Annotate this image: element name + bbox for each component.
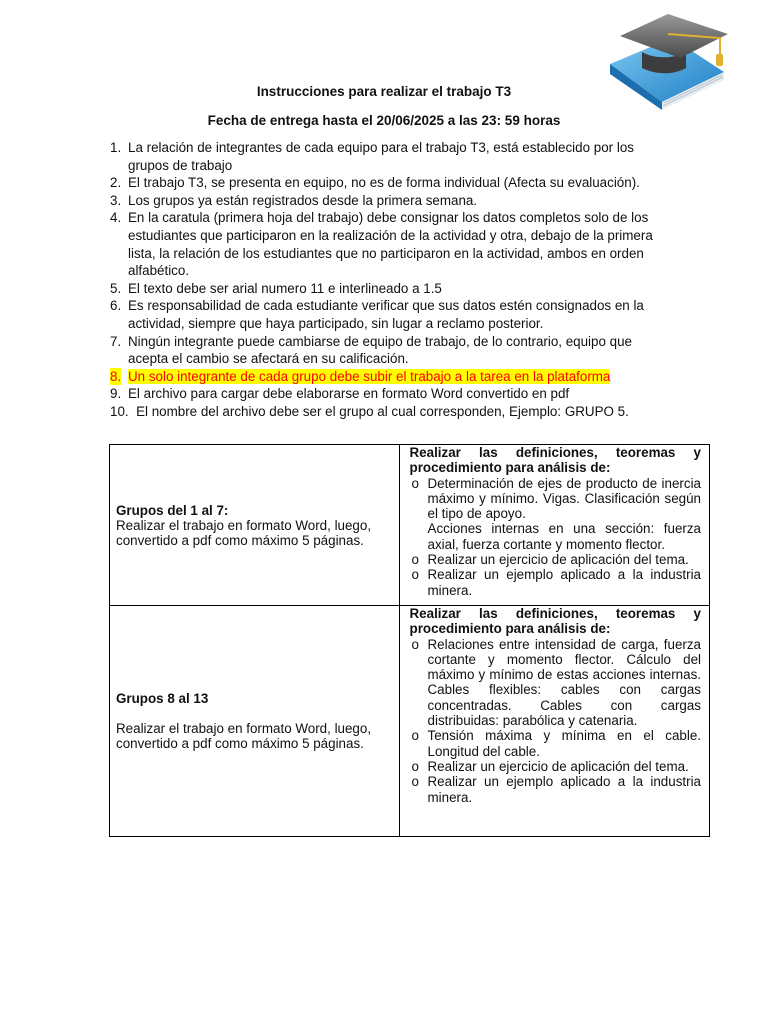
item-number: 9. <box>110 386 122 402</box>
list-item <box>410 728 701 759</box>
list-item <box>410 552 701 567</box>
item-text: Relaciones entre intensidad de carga, fuerza cortante y momento flector. Cálculo del máximo y mínimo de estas acciones internas. Cables flexibles: cables con cargas concentradas. Cables con cargas distribuidas: parabólica y catenaria. <box>427 636 701 729</box>
group-cell <box>110 606 400 837</box>
item-text: La relación de integrantes de cada equipo para el trabajo T3, está establecido por los grupos de trabajo <box>128 140 634 173</box>
item-text: Tensión máxima y mínima en el cable. Longitud del cable. <box>427 728 701 759</box>
topics-cell <box>399 445 709 606</box>
item-text: Los grupos ya están registrados desde la primera semana. <box>128 192 478 208</box>
topics-heading: procedimiento para análisis de: <box>409 460 611 476</box>
item-number: 1. <box>110 140 122 155</box>
group-label: Grupos 8 al 13 <box>116 691 209 706</box>
topics-cell <box>399 606 709 837</box>
item-text: Un solo integrante de cada grupo debe subir el trabajo a la tarea en la plataforma <box>128 368 611 384</box>
list-item <box>410 759 701 774</box>
bullet-icon: o <box>411 636 419 652</box>
bullet-icon: o <box>411 567 419 583</box>
item-number: 3. <box>110 192 122 208</box>
item-text: El nombre del archivo debe ser el grupo al cual corresponden, Ejemplo: GRUPO 5. <box>136 403 629 419</box>
item-number: 4. <box>110 210 122 226</box>
list-item <box>110 174 660 192</box>
item-text: El archivo para cargar debe elaborarse en formato Word convertido en pdf <box>128 386 570 402</box>
item-number: 8. <box>110 368 122 384</box>
group-text: Realizar el trabajo en formato Word, luego, convertido a pdf como máximo 5 páginas. <box>116 517 372 548</box>
list-item <box>110 280 660 298</box>
item-text: En la caratula (primera hoja del trabajo) debe consignar los datos completos solo de los estudiantes que participaron en la realización de la actividad y otra, debajo de la primera lista, la relación de los estudiantes que no participaron en la actividad, ambos en orden alfabético. <box>128 210 653 279</box>
deadline-line: Fecha de entrega hasta el 20/06/2025 a las 23: 59 horas <box>207 113 561 128</box>
list-item <box>410 567 701 598</box>
list-item <box>110 139 660 174</box>
item-text: Realizar un ejemplo aplicado a la industria minera. <box>427 567 701 598</box>
list-item <box>110 192 660 210</box>
bullet-icon: o <box>411 758 419 774</box>
list-item <box>110 209 660 279</box>
list-item <box>410 774 701 805</box>
item-text: Es responsabilidad de cada estudiante verificar que sus datos estén consignados en la actividad, siempre que haya participado, sin lugar a reclamo posterior. <box>128 298 644 331</box>
group-text: Realizar el trabajo en formato Word, luego, convertido a pdf como máximo 5 páginas. <box>116 721 372 751</box>
item-text: Realizar un ejercicio de aplicación del tema. <box>427 758 689 774</box>
item-text: Determinación de ejes de producto de inercia máximo y mínimo. Vigas. Clasificación según el tipo de apoyo. <box>427 475 701 522</box>
list-item <box>410 476 701 522</box>
table-row <box>110 606 710 837</box>
item-text: Ningún integrante puede cambiarse de equipo de trabajo, de lo contrario, equipo que acepta el cambio se afectará en su calificación. <box>128 333 632 367</box>
item-number: 6. <box>110 298 122 314</box>
item-number: 10. <box>110 403 129 419</box>
topics-list <box>410 476 701 522</box>
list-item-highlighted <box>110 368 660 386</box>
group-label: Grupos del 1 al 7: <box>116 502 229 518</box>
item-number: 7. <box>110 333 122 349</box>
table-row <box>110 445 710 606</box>
item-number: 2. <box>110 175 122 191</box>
bullet-icon: o <box>411 774 419 790</box>
item-text: Realizar un ejercicio de aplicación del tema. <box>427 552 689 568</box>
group-cell <box>110 445 400 606</box>
topics-heading: Realizar las definiciones, teoremas y <box>409 606 701 621</box>
list-item <box>110 403 660 421</box>
instructions-list <box>110 139 660 421</box>
list-item <box>110 297 660 332</box>
topics-heading: procedimiento para análisis de: <box>409 621 611 637</box>
list-item <box>110 333 660 368</box>
list-item <box>410 637 701 729</box>
bullet-icon: o <box>411 552 419 568</box>
item-text: El texto debe ser arial numero 11 e interlineado a 1.5 <box>128 280 442 296</box>
topics-heading: Realizar las definiciones, teoremas y <box>409 445 701 460</box>
topics-list <box>410 637 701 805</box>
bullet-icon: o <box>411 475 419 491</box>
item-continuation: Acciones internas en una sección: fuerza axial, fuerza cortante y momento flector. <box>427 521 701 552</box>
document-title: Instrucciones para realizar el trabajo T3 <box>256 84 512 99</box>
bullet-icon: o <box>411 728 419 744</box>
topics-list <box>410 552 701 598</box>
item-text: El trabajo T3, se presenta en equipo, no es de forma individual (Afecta su evaluación). <box>128 175 640 191</box>
list-item <box>110 385 660 403</box>
groups-table <box>109 444 710 837</box>
item-number: 5. <box>110 280 122 296</box>
item-text: Realizar un ejemplo aplicado a la industria minera. <box>427 774 701 805</box>
